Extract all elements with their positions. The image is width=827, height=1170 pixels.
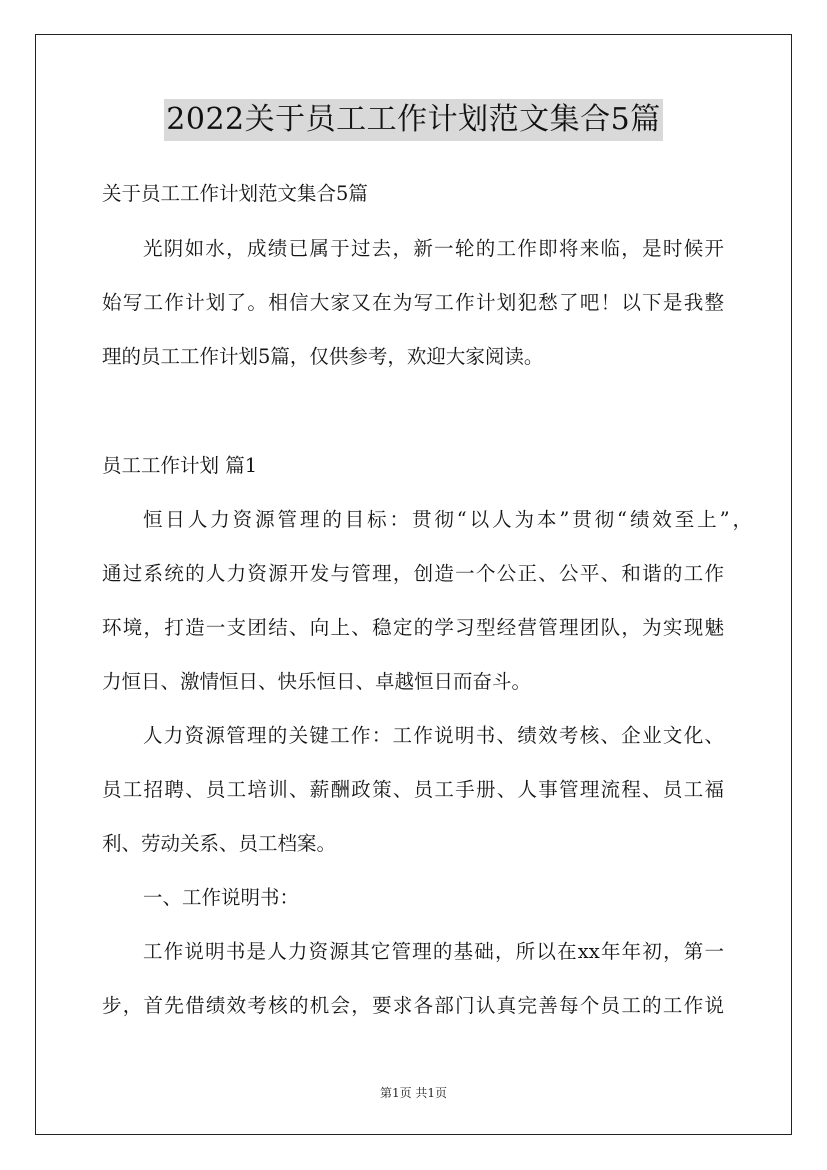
paragraph1-line-4: 力恒日、激情恒日、快乐恒日、卓越恒日而奋斗。 [102, 670, 532, 693]
paragraph2-line-2: 员工招聘、员工培训、薪酬政策、员工手册、人事管理流程、员工福 [102, 778, 724, 801]
paragraph3-line-1: 工作说明书是人力资源其它管理的基础，所以在xx年年初，第一 [143, 940, 724, 963]
subheading-job-description: 一、工作说明书： [143, 886, 300, 909]
paragraph1-line-2: 通过系统的人力资源开发与管理，创造一个公正、公平、和谐的工作 [102, 562, 724, 585]
intro-line-2: 始写工作计划了。相信大家又在为写工作计划犯愁了吧！以下是我整 [102, 291, 724, 314]
paragraph1-line-1: 恒日人力资源管理的目标：贯彻“以人为本”贯彻“绩效至上”， [143, 508, 752, 531]
paragraph2-line-3: 利、劳动关系、员工档案。 [102, 832, 337, 855]
paragraph3-line-2: 步，首先借绩效考核的机会，要求各部门认真完善每个员工的工作说 [102, 994, 724, 1017]
document-title: 2022关于员工工作计划范文集合5篇 [164, 99, 662, 141]
title-container [0, 99, 827, 141]
paragraph1-line-3: 环境，打造一支团结、向上、稳定的学习型经营管理团队，为实现魅 [102, 616, 724, 639]
paragraph2-line-1: 人力资源管理的关键工作：工作说明书、绩效考核、企业文化、 [143, 724, 724, 747]
document-subtitle: 关于员工工作计划范文集合5篇 [102, 182, 368, 205]
intro-line-3: 理的员工工作计划5篇，仅供参考，欢迎大家阅读。 [102, 345, 544, 368]
intro-line-1: 光阴如水，成绩已属于过去，新一轮的工作即将来临，是时候开 [143, 237, 724, 260]
page-footer: 第1页 共1页 [379, 1086, 448, 1100]
section-heading: 员工工作计划 篇1 [102, 454, 258, 477]
